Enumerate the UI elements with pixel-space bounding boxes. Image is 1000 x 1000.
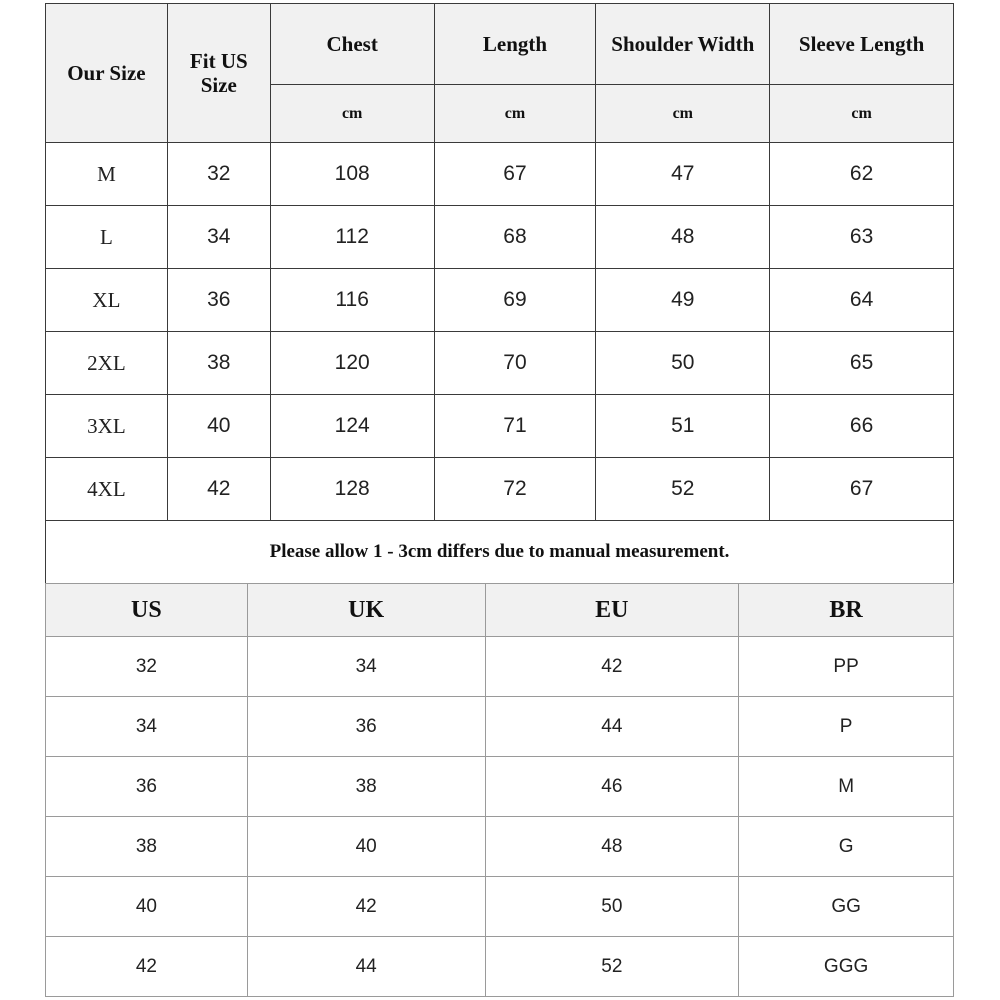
- cell-shoulder: 50: [596, 332, 770, 395]
- cell-length: 67: [434, 143, 596, 206]
- cell-us: 40: [46, 877, 248, 937]
- cell-size: M: [46, 143, 168, 206]
- cell-us: 34: [167, 206, 270, 269]
- header-length: Length: [434, 4, 596, 85]
- cell-br: PP: [739, 637, 954, 697]
- cell-sleeve: 66: [770, 395, 954, 458]
- cell-us: 42: [46, 937, 248, 997]
- header-chest: Chest: [270, 4, 434, 85]
- cell-br: GGG: [739, 937, 954, 997]
- cell-size: 3XL: [46, 395, 168, 458]
- cell-us: 40: [167, 395, 270, 458]
- header-sleeve-length: Sleeve Length: [770, 4, 954, 85]
- cell-chest: 112: [270, 206, 434, 269]
- header-fit-us-size-text: Fit US Size: [189, 49, 248, 97]
- table-row: [46, 817, 954, 877]
- unit-chest: cm: [270, 85, 434, 143]
- cell-sleeve: 64: [770, 269, 954, 332]
- cell-chest: 124: [270, 395, 434, 458]
- cell-eu: 52: [485, 937, 739, 997]
- cell-uk: 44: [247, 937, 485, 997]
- cell-sleeve: 62: [770, 143, 954, 206]
- table-row: [46, 206, 954, 269]
- unit-length: cm: [434, 85, 596, 143]
- cell-length: 68: [434, 206, 596, 269]
- cell-eu: 46: [485, 757, 739, 817]
- cell-size: L: [46, 206, 168, 269]
- size-chart-table: [45, 3, 954, 584]
- cell-chest: 116: [270, 269, 434, 332]
- cell-us: 38: [167, 332, 270, 395]
- cell-br: M: [739, 757, 954, 817]
- table-row: [46, 143, 954, 206]
- header-uk: UK: [247, 584, 485, 637]
- header-shoulder-width: Shoulder Width: [596, 4, 770, 85]
- cell-length: 69: [434, 269, 596, 332]
- table-row: [46, 637, 954, 697]
- measurement-note: Please allow 1 - 3cm differs due to manual measurement.: [46, 521, 954, 584]
- table-row: [46, 269, 954, 332]
- cell-br: P: [739, 697, 954, 757]
- cell-shoulder: 52: [596, 458, 770, 521]
- cell-us: 38: [46, 817, 248, 877]
- cell-us: 36: [167, 269, 270, 332]
- header-fit-us-size: [167, 4, 270, 143]
- cell-shoulder: 48: [596, 206, 770, 269]
- cell-uk: 40: [247, 817, 485, 877]
- cell-size: 2XL: [46, 332, 168, 395]
- unit-sleeve: cm: [770, 85, 954, 143]
- table-row: [46, 877, 954, 937]
- cell-uk: 42: [247, 877, 485, 937]
- header-our-size: Our Size: [46, 4, 168, 143]
- cell-size: 4XL: [46, 458, 168, 521]
- cell-us: 32: [46, 637, 248, 697]
- table-row: [46, 458, 954, 521]
- cell-eu: 44: [485, 697, 739, 757]
- cell-br: GG: [739, 877, 954, 937]
- cell-us: 36: [46, 757, 248, 817]
- cell-shoulder: 47: [596, 143, 770, 206]
- cell-eu: 50: [485, 877, 739, 937]
- cell-size: XL: [46, 269, 168, 332]
- conversion-table: [45, 583, 954, 997]
- header-eu: EU: [485, 584, 739, 637]
- cell-br: G: [739, 817, 954, 877]
- table-row: [46, 697, 954, 757]
- cell-eu: 48: [485, 817, 739, 877]
- unit-shoulder: cm: [596, 85, 770, 143]
- cell-uk: 34: [247, 637, 485, 697]
- cell-us: 32: [167, 143, 270, 206]
- cell-chest: 128: [270, 458, 434, 521]
- table-row: [46, 332, 954, 395]
- cell-us: 34: [46, 697, 248, 757]
- cell-uk: 36: [247, 697, 485, 757]
- table-row: [46, 937, 954, 997]
- cell-length: 71: [434, 395, 596, 458]
- cell-us: 42: [167, 458, 270, 521]
- cell-chest: 108: [270, 143, 434, 206]
- cell-sleeve: 63: [770, 206, 954, 269]
- header-us: US: [46, 584, 248, 637]
- cell-shoulder: 49: [596, 269, 770, 332]
- cell-sleeve: 67: [770, 458, 954, 521]
- cell-chest: 120: [270, 332, 434, 395]
- cell-length: 72: [434, 458, 596, 521]
- table-row: [46, 395, 954, 458]
- cell-length: 70: [434, 332, 596, 395]
- cell-sleeve: 65: [770, 332, 954, 395]
- cell-shoulder: 51: [596, 395, 770, 458]
- cell-uk: 38: [247, 757, 485, 817]
- table-row: [46, 757, 954, 817]
- note-row: [46, 521, 954, 584]
- header-br: BR: [739, 584, 954, 637]
- cell-eu: 42: [485, 637, 739, 697]
